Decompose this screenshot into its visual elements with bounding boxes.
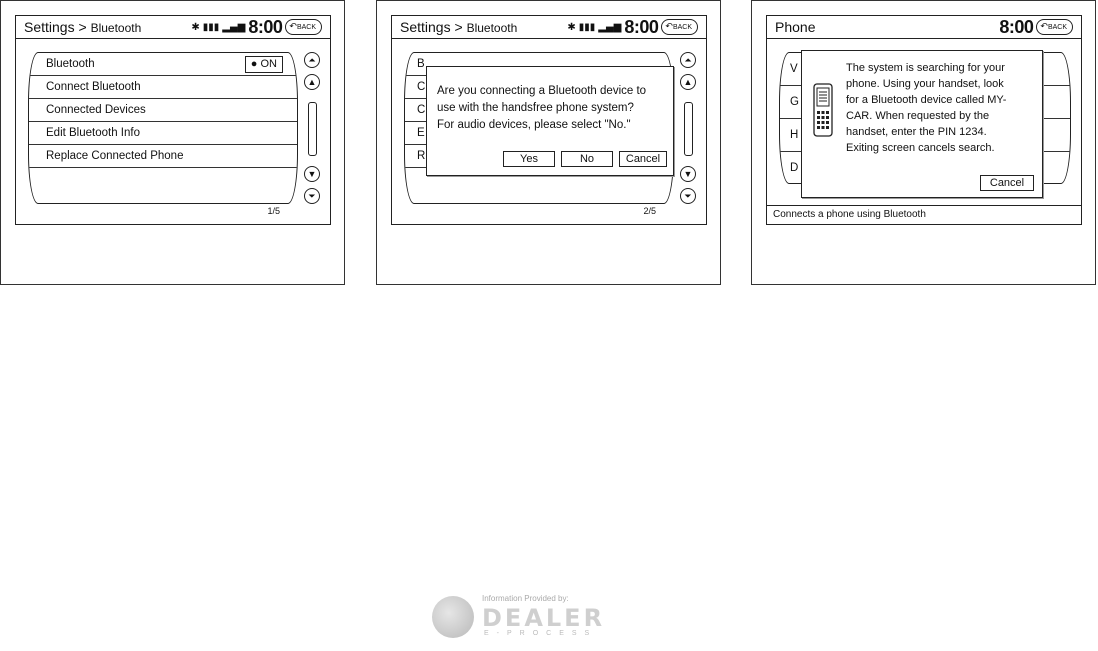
- panel-bluetooth-confirm: [376, 0, 721, 285]
- breadcrumb: Bluetooth: [90, 21, 142, 35]
- signal-icon: ▂▄▆: [222, 21, 246, 33]
- dialog-message: The system is searching for your phone. Using your handset, look for a Bluetooth device called MY- CAR. When requested by the handset, enter the PIN 1234. Exiting screen cancels search.: [846, 62, 1007, 154]
- panel-bluetooth-settings: [0, 0, 345, 285]
- footer-hint: Connects a phone using Bluetooth: [767, 205, 1081, 224]
- clock: 8:00: [999, 17, 1034, 37]
- screen: [15, 15, 331, 225]
- page-up-icon[interactable]: ⏶: [304, 52, 320, 68]
- screen: [391, 15, 707, 225]
- settings-list: [28, 52, 298, 204]
- signal-icon: ▂▄▆: [598, 21, 622, 33]
- list-item[interactable]: Replace Connected Phone: [29, 145, 297, 168]
- scrollbar[interactable]: [680, 52, 700, 204]
- page-down-icon[interactable]: ⏷: [680, 188, 696, 204]
- confirm-dialog: [426, 66, 674, 176]
- page-down-icon[interactable]: ⏷: [304, 188, 320, 204]
- list-item[interactable]: V: [780, 53, 1070, 86]
- status-bar: [191, 18, 322, 36]
- status-bar: [567, 18, 698, 36]
- page-indicator: 1/5: [267, 206, 280, 216]
- scroll-down-icon[interactable]: ▼: [304, 166, 320, 182]
- dealer-logo-icon: [432, 596, 474, 638]
- back-button[interactable]: ↶BACK: [1036, 19, 1073, 35]
- clock: 8:00: [624, 17, 659, 37]
- no-button[interactable]: No: [561, 151, 613, 167]
- scroll-up-icon[interactable]: ▲: [304, 74, 320, 90]
- dealer-watermark: [432, 592, 632, 644]
- cancel-button[interactable]: Cancel: [619, 151, 667, 167]
- bluetooth-icon: ✱: [191, 21, 200, 33]
- screen: [766, 15, 1082, 225]
- list-item[interactable]: C: [405, 99, 673, 122]
- watermark-caption: Information Provided by:: [482, 594, 569, 603]
- page-title: Settings > Bluetooth: [24, 19, 142, 35]
- bluetooth-toggle[interactable]: ● ON: [245, 56, 283, 73]
- list-item[interactable]: R: [405, 145, 673, 168]
- battery-icon: ▮▮▮: [578, 21, 596, 33]
- panel-phone-search: [751, 0, 1096, 285]
- watermark-tagline: E-PROCESS: [484, 630, 598, 637]
- list-item[interactable]: D: [790, 162, 799, 174]
- back-button[interactable]: ↶BACK: [285, 19, 322, 35]
- back-arrow-icon: ↶: [1040, 21, 1048, 31]
- list-item[interactable]: Edit Bluetooth Info: [29, 122, 297, 145]
- list-item[interactable]: H: [780, 119, 1070, 152]
- breadcrumb: Bluetooth: [466, 21, 518, 35]
- list-item[interactable]: E: [405, 122, 673, 145]
- back-arrow-icon: ↶: [665, 21, 673, 31]
- status-bar: [999, 18, 1073, 36]
- yes-button[interactable]: Yes: [503, 151, 555, 167]
- back-button[interactable]: ↶BACK: [661, 19, 698, 35]
- list-item[interactable]: G: [780, 86, 1070, 119]
- page-title: Settings > Bluetooth: [400, 19, 518, 35]
- scroll-up-icon[interactable]: ▲: [680, 74, 696, 90]
- page-indicator: 2/5: [643, 206, 656, 216]
- header: [16, 16, 330, 39]
- battery-icon: ▮▮▮: [202, 21, 220, 33]
- list-item[interactable]: Bluetooth ● ON: [29, 53, 297, 76]
- back-arrow-icon: ↶: [289, 21, 297, 31]
- scroll-track[interactable]: [684, 102, 693, 156]
- list-item[interactable]: Connected Devices: [29, 99, 297, 122]
- header: [392, 16, 706, 39]
- list-item[interactable]: Connect Bluetooth: [29, 76, 297, 99]
- search-dialog: [801, 50, 1043, 198]
- clock: 8:00: [248, 17, 283, 37]
- cancel-button[interactable]: Cancel: [980, 175, 1034, 191]
- list-item[interactable]: B: [405, 53, 673, 76]
- page-title: Phone: [775, 19, 816, 35]
- scrollbar[interactable]: [304, 52, 324, 204]
- bluetooth-icon: ✱: [567, 21, 576, 33]
- phone-handset-icon: [813, 83, 833, 137]
- header: [767, 16, 1081, 39]
- watermark-name: DEALER: [482, 604, 606, 632]
- dialog-message: Are you connecting a Bluetooth device to use with the handsfree phone system? For audio devices, please select "No.": [437, 85, 647, 131]
- list-item[interactable]: C: [405, 76, 673, 99]
- scroll-track[interactable]: [308, 102, 317, 156]
- page-up-icon[interactable]: ⏶: [680, 52, 696, 68]
- scroll-down-icon[interactable]: ▼: [680, 166, 696, 182]
